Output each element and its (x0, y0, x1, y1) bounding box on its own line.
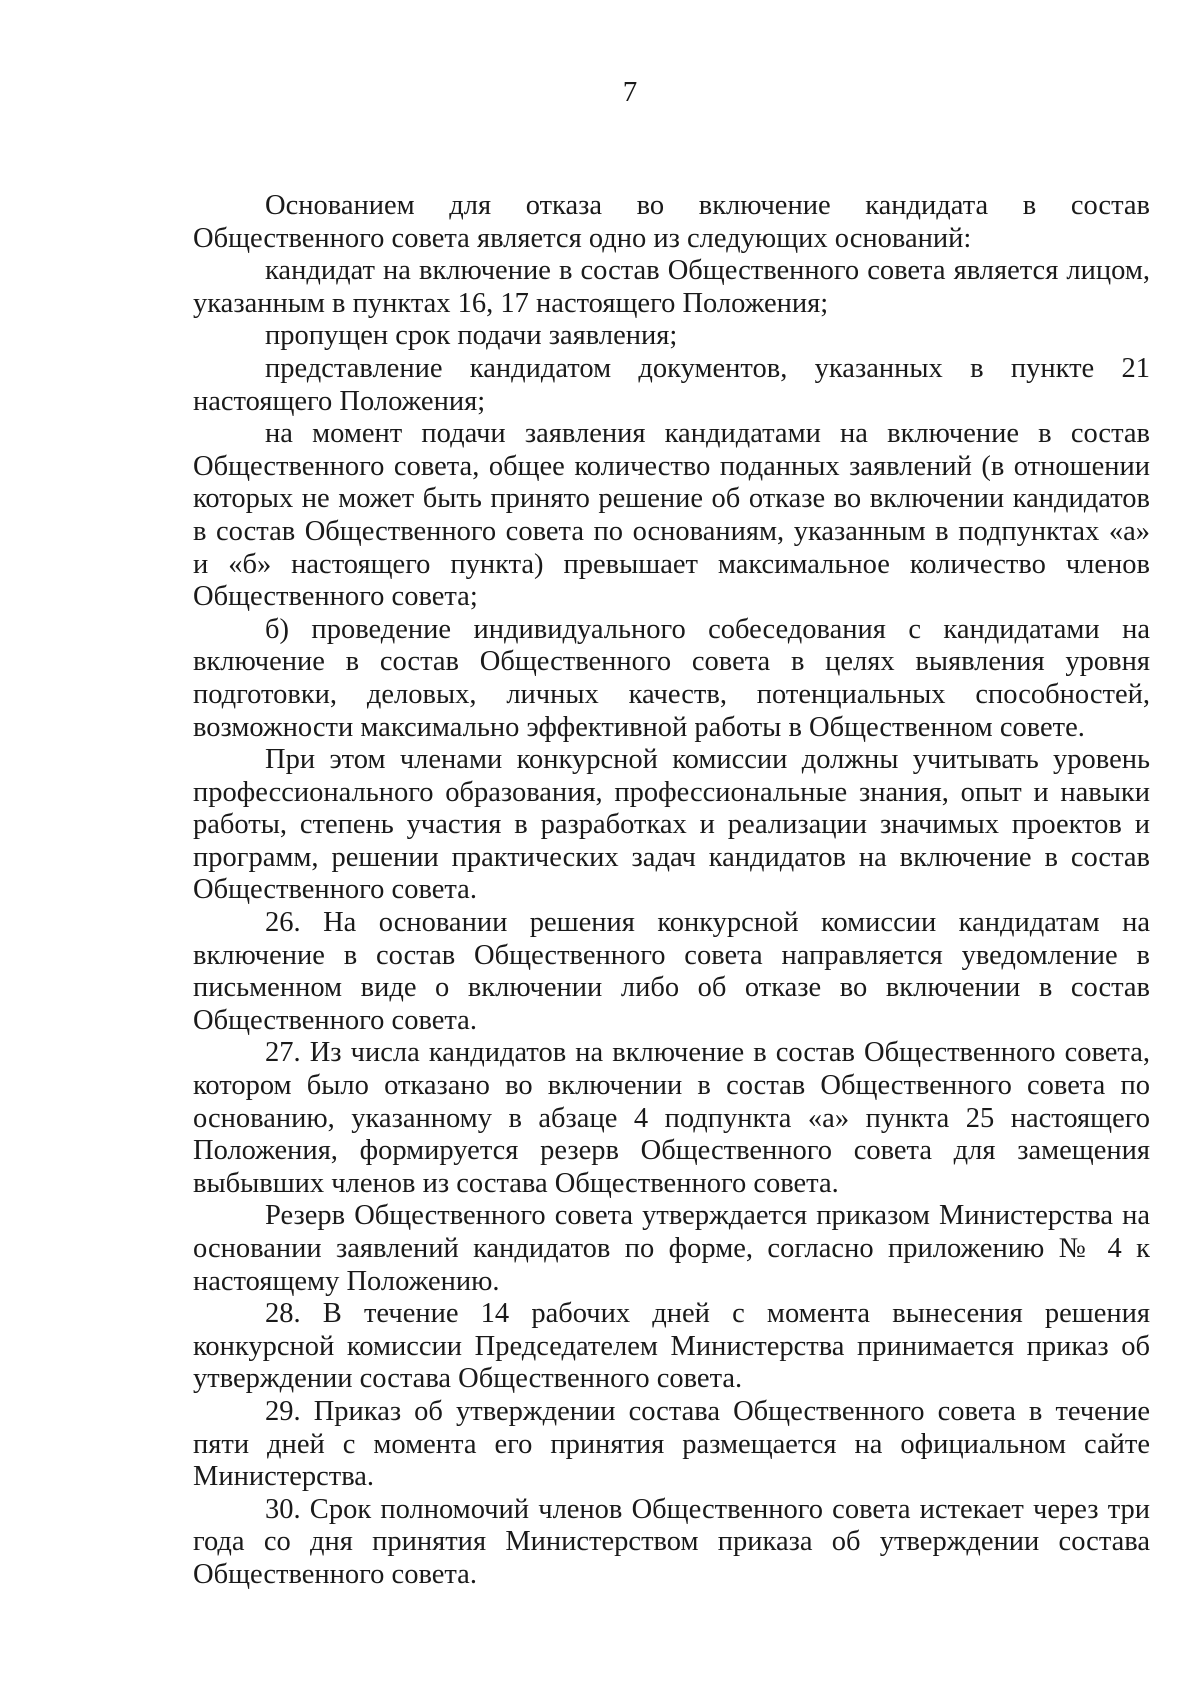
paragraph-item-26: 26. На основании решения конкурсной комиссии кандидатам на включение в состав Общественного совета направляется уведомление в письменном виде о включении либо об отказе во включении в состав Общественного совета. (193, 907, 1150, 1036)
document-body (193, 190, 1150, 1592)
paragraph-item-29: 29. Приказ об утверждении состава Общественного совета в течение пяти дней с момента его принятия размещается на официальном сайте Министерства. (193, 1395, 1150, 1493)
paragraph-item-28: 28. В течение 14 рабочих дней с момента вынесения решения конкурсной комиссии Председателем Министерства принимается приказ об утверждении состава Общественного совета. (193, 1298, 1150, 1395)
paragraph-item-27: 27. Из числа кандидатов на включение в состав Общественного совета, котором было отказано во включении в состав Общественного совета по основанию, указанному в абзаце 4 подпункта «а» пункта 25 настоящего Положения, формируется резерв Общественного совета для замещения выбывших членов из состава Общественного совета. (193, 1037, 1150, 1199)
paragraph-refusal-grounds: Основанием для отказа во включение кандидата в состав Общественного совета является одно из следующих оснований: (193, 190, 1150, 254)
paragraph-reserve: Резерв Общественного совета утверждается приказом Министерства на основании заявлений кандидатов по форме, согласно приложению № 4 к настоящему Положению. (193, 1200, 1150, 1297)
paragraph-ground-exceeds-quota: на момент подачи заявления кандидатами на включение в состав Общественного совета, общее количество поданных заявлений (в отношении которых не может быть принято решение об отказе во включении кандидатов в состав Общественного совета по основаниям, указанным в подпунктах «а» и «б» настоящего пункта) превышает максимальное количество членов Общественного совета; (193, 418, 1150, 613)
paragraph-ground-missed-deadline: пропущен срок подачи заявления; (265, 320, 678, 352)
paragraph-evaluation-criteria: При этом членами конкурсной комиссии должны учитывать уровень профессионального образования, профессиональные знания, опыт и навыки работы, степень участия в разработках и реализации значимых проектов и программ, решении практических задач кандидатов на включение в состав Общественного совета. (193, 744, 1150, 906)
paragraph-item-30: 30. Срок полномочий членов Общественного совета истекает через три года со дня принятия Министерством приказа об утверждении состава Общественного совета. (193, 1493, 1150, 1590)
paragraph-ground-documents: представление кандидатом документов, указанных в пункте 21 настоящего Положения; (193, 352, 1150, 417)
paragraph-interview: б) проведение индивидуального собеседования с кандидатами на включение в состав Общественного совета в целях выявления уровня подготовки, деловых, личных качеств, потенциальных способностей, возможности максимально эффективной работы в Общественном совете. (193, 613, 1150, 743)
page-number: 7 (622, 76, 638, 108)
paragraph-ground-ineligible-person: кандидат на включение в состав Общественного совета является лицом, указанным в пунктах 16, 17 настоящего Положения; (193, 255, 1150, 319)
